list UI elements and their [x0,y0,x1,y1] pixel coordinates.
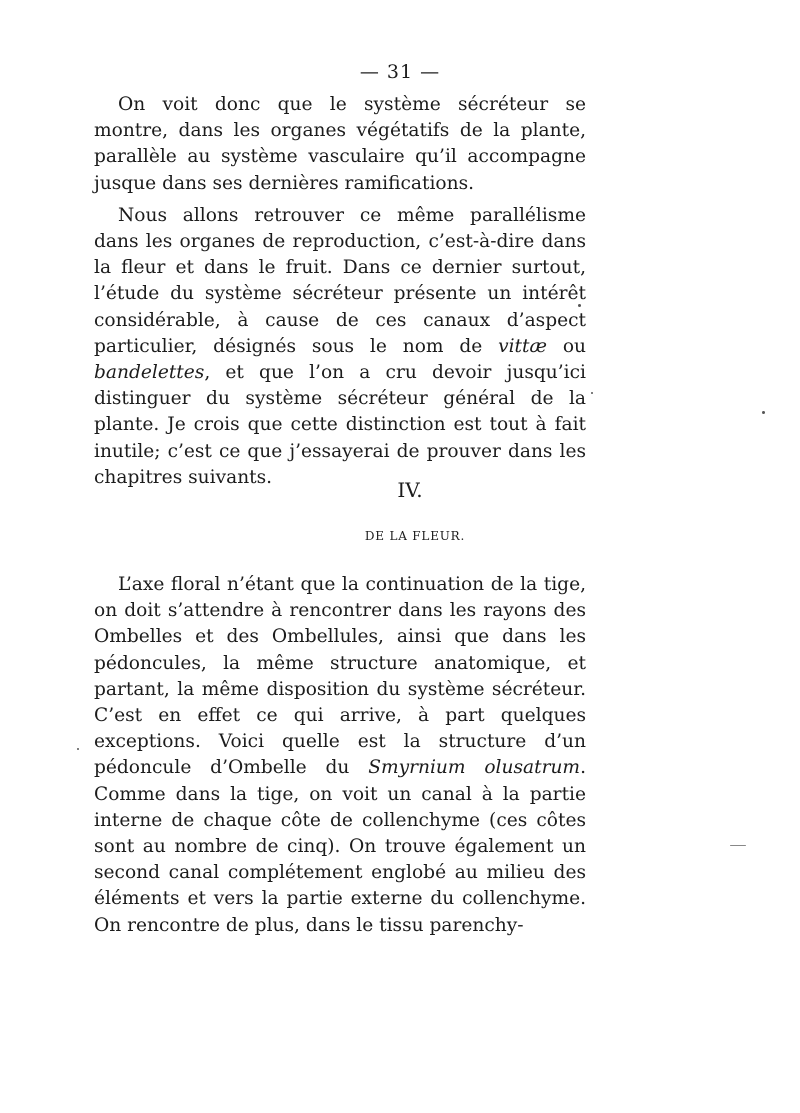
italic-term: vittæ [498,335,547,357]
text-run: . Comme dans la tige, on voit un canal à la partie interne de chaque côte de collenchyme (ces côtes sont au nombre de cinq). On trouve également un second canal complétement englobé au milieu des éléments et vers la partie externe du collenchyme. On rencontre de plus, dans le tissu parenchy- [94,757,586,936]
print-speck [77,748,79,750]
text-run: Nous allons retrouver ce même parallélisme dans les organes de reproduction, c’est-à-dire dans la fleur et dans le fruit. Dans ce dernier surtout, l’étude du système sécréteur présente un intérêt considérable, à cause de ces canaux d’aspect particulier, désignés sous le nom de [94,204,586,357]
text-run: On voit donc que le système sécréteur se montre, dans les organes végétatifs de la plante, parallèle au système vasculaire qu’il accompagne jusque dans ses dernières ramifications. [94,94,586,194]
paragraph [94,92,586,197]
paragraph [94,572,586,939]
text-run: ou [546,335,586,357]
body-text-bottom [94,572,586,939]
print-speck [730,845,746,846]
body-text-top [94,92,586,491]
section-number: IV. [397,478,423,502]
section-title: DE LA FLEUR. [364,529,466,543]
text-run: L’axe floral n’étant que la continuation de la tige, on doit s’attendre à rencontrer dans les rayons des Ombelles et des Ombellules, ainsi que dans les pédoncules, la même structure anatomique, et partant, la même disposition du système sécréteur. C’est en effet ce qui arrive, à part quelques exceptions. Voici quelle est la structure d’un pédoncule d’Ombelle du [94,574,586,779]
print-speck [578,304,581,307]
text-run: , et que l’on a cru devoir jusqu’ici distinguer du système sécréteur général de la plante. Je crois que cette distinction est tout à fait inutile; c’est ce que j’essayerai de prouver dans les chapitres suivants. [94,362,586,488]
italic-term: Smyrnium olusatrum [368,757,581,779]
italic-term: bandelettes [94,362,205,384]
page-number: — 31 — [359,61,441,83]
print-speck [591,392,593,394]
print-speck [762,411,765,414]
paragraph [94,203,586,491]
